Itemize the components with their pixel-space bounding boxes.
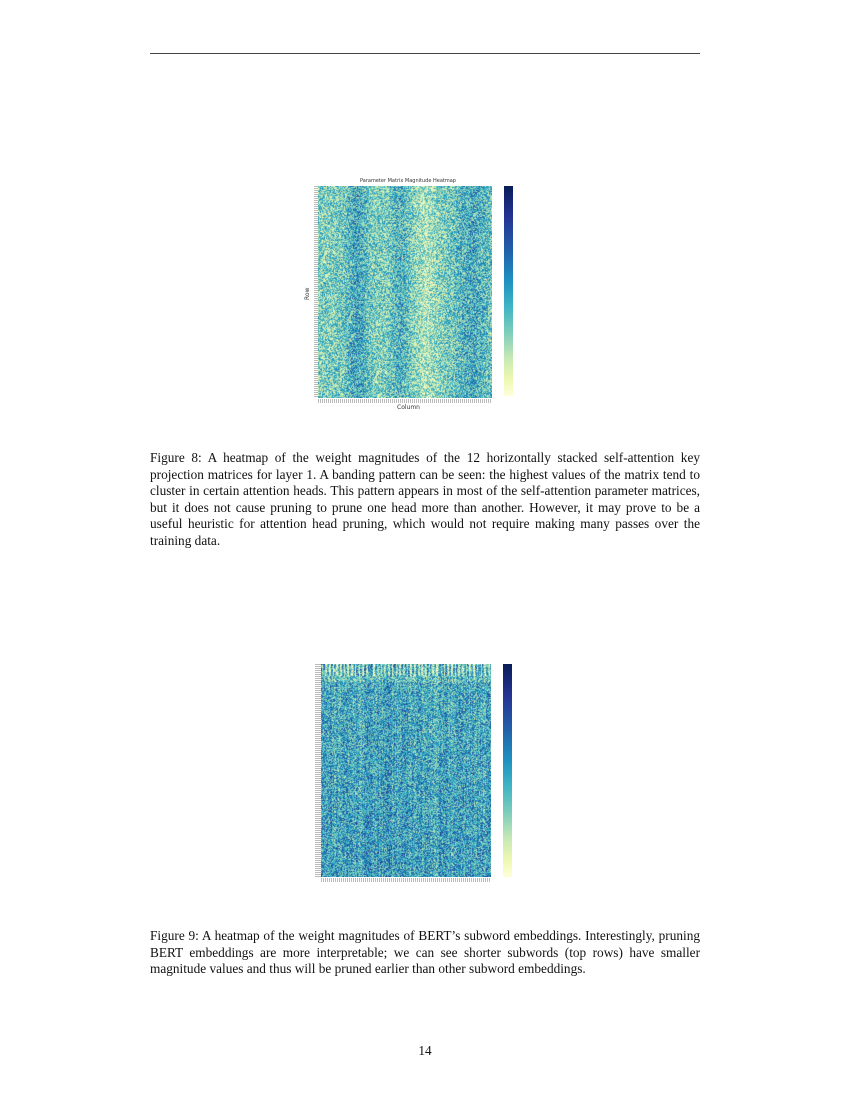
figure-8-xlabel: Column: [397, 404, 420, 411]
figure-9-caption: Figure 9: A heatmap of the weight magnitudes of BERT’s subword embeddings. Interestingly, pruning BERT embeddings are more interpretable; we can see shorter subwords (top rows) have smaller magnitude values and thus will be pruned earlier than other subword embeddings.: [150, 928, 700, 977]
figure-8-ylabel: Row: [304, 287, 311, 300]
header-rule: [150, 53, 700, 54]
figure-8-caption: Figure 8: A heatmap of the weight magnitudes of the 12 horizontally stacked self-attention key projection matrices for layer 1. A banding pattern can be seen: the highest values of the matrix tend to cluster in certain attention heads. This pattern appears in most of the self-attention parameter matrices, but it does not cause pruning to prune one head more than another. However, it may prove to be a useful heuristic for attention head pruning, which would not require making many passes over the training data.: [150, 450, 700, 548]
figure-8-column-ticks: [318, 399, 492, 403]
figure-9: [305, 655, 530, 890]
figure-8-colorbar: [504, 186, 513, 396]
figure-9-column-ticks: [321, 878, 491, 882]
figure-9-heatmap: [321, 664, 491, 877]
figure-8-heatmap: [318, 186, 492, 398]
figure-9-colorbar: [503, 664, 512, 877]
page-number: 14: [418, 1043, 432, 1058]
figure-8-chart-title: Parameter Matrix Magnitude Heatmap: [360, 178, 456, 184]
figure-8: [300, 175, 530, 415]
